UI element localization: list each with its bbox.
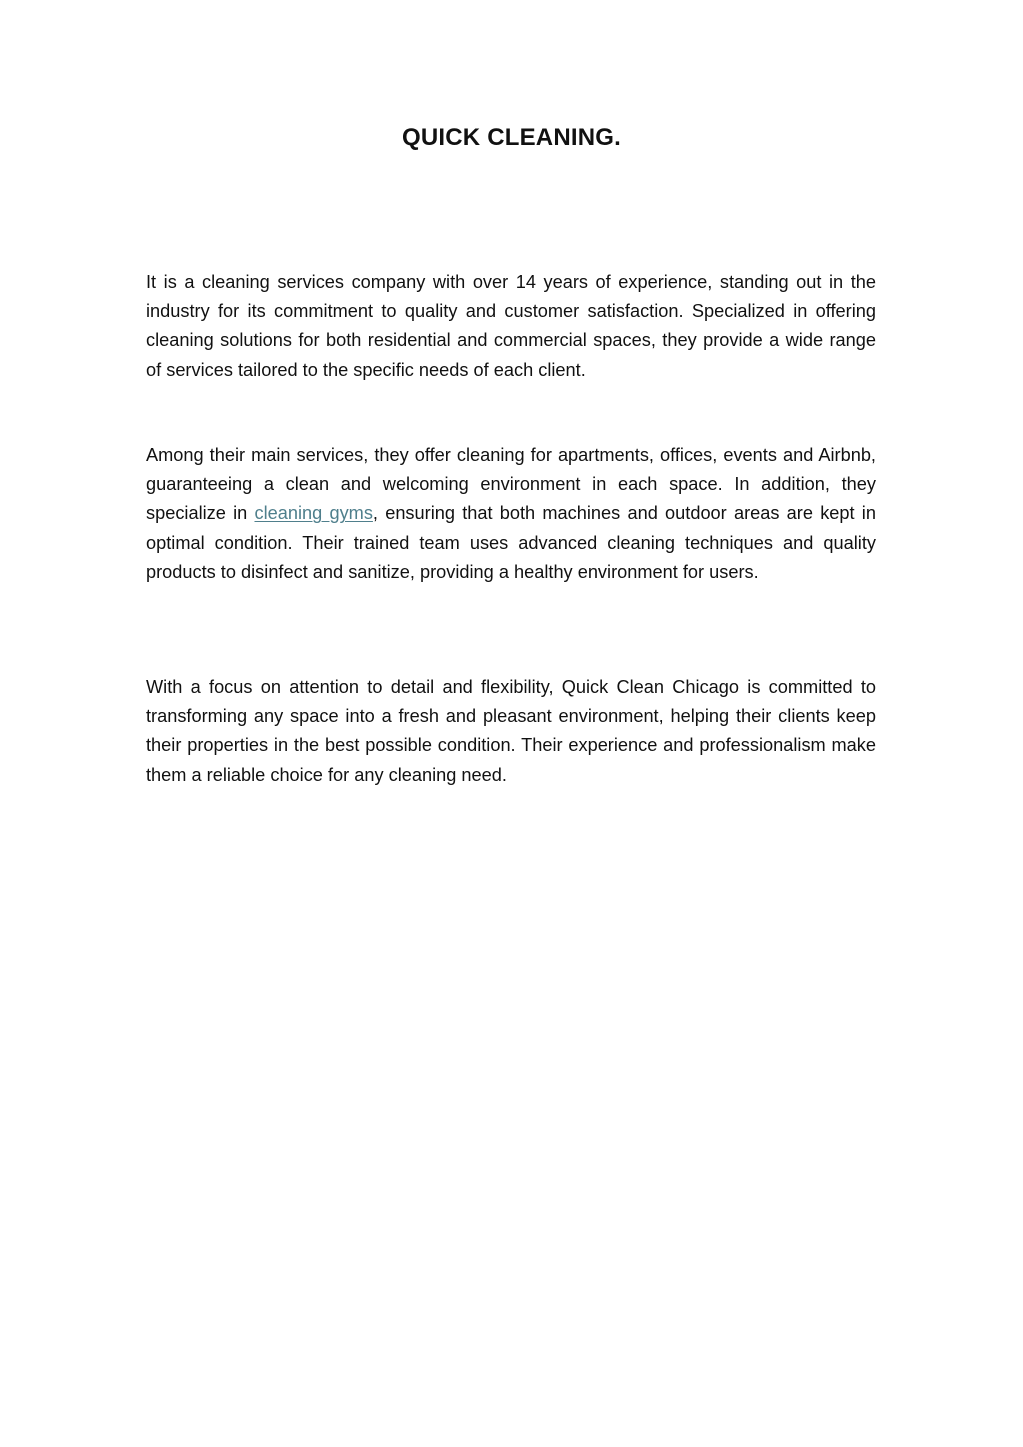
cleaning-gyms-link[interactable]: cleaning gyms: [254, 503, 373, 524]
services-text-after-link: , ensuring that both machines and outdoor areas are kept in optimal condition. Their trained team uses advanced cleaning techniques and quality products to disinfect and sanitize, providing a healthy environment for users.: [146, 503, 876, 582]
page-title: QUICK CLEANING.: [402, 124, 621, 151]
services-paragraph: [146, 441, 876, 587]
services-text-before-link: Among their main services, they offer cleaning for apartments, offices, events and Airbnb, guaranteeing a clean and welcoming environment in each space. In addition, they specialize in: [146, 445, 876, 524]
intro-paragraph: It is a cleaning services company with over 14 years of experience, standing out in the industry for its commitment to quality and customer satisfaction. Specialized in offering cleaning solutions for both residential and commercial spaces, they provide a wide range of services tailored to the specific needs of each client.: [146, 272, 876, 380]
closing-paragraph: With a focus on attention to detail and flexibility, Quick Clean Chicago is committed to transforming any space into a fresh and pleasant environment, helping their clients keep their properties in the best possible condition. Their experience and professionalism make them a reliable choice for any cleaning need.: [146, 677, 876, 785]
